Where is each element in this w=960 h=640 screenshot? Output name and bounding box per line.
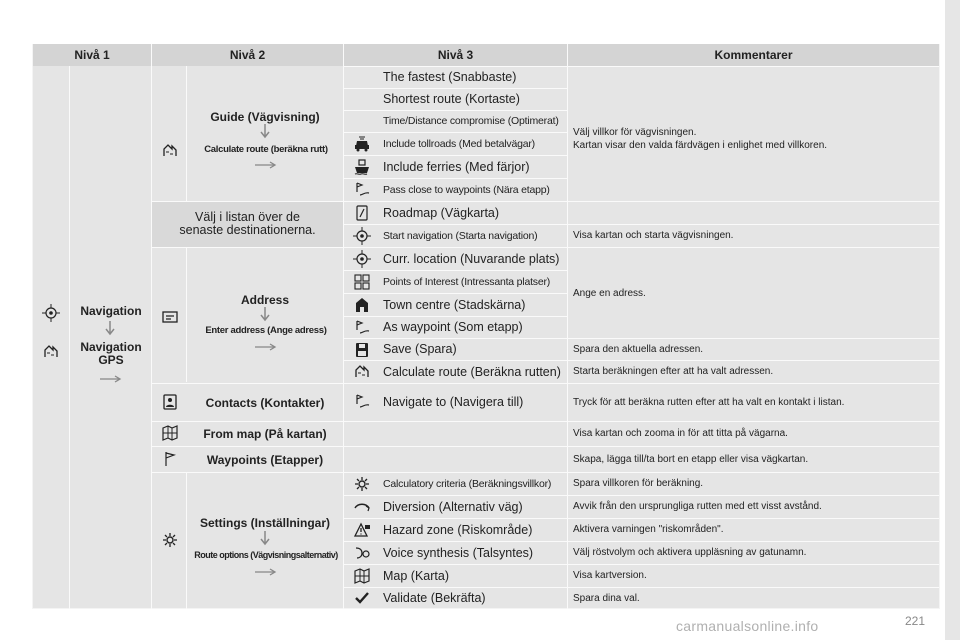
guide-submenu[interactable]: Calculate route (beräkna rutt): [204, 144, 328, 155]
map-icon[interactable]: [160, 423, 180, 443]
option-as-waypoint[interactable]: As waypoint (Som etapp): [383, 320, 523, 334]
guide-comment-line1: Välj villkor för vägvisningen.: [573, 127, 697, 138]
hazard-comment: Aktivera varningen "riskområden".: [573, 524, 724, 535]
address-comment: Ange en adress.: [573, 287, 646, 299]
level1-subtitle-line1: Navigation: [80, 340, 142, 354]
waypoint-icon: [352, 318, 372, 338]
settings-title[interactable]: Settings (Inställningar): [199, 516, 330, 530]
phone-icon[interactable]: [160, 392, 180, 412]
hazard-icon: [352, 520, 372, 540]
save-icon: [352, 340, 372, 360]
calc-comment: Starta beräkningen efter att ha valt adressen.: [573, 366, 774, 377]
target-icon: [352, 249, 372, 269]
header-comments: Kommentarer: [568, 44, 939, 66]
grid-line: [186, 247, 187, 382]
option-near-waypoints[interactable]: Pass close to waypoints (Nära etapp): [383, 183, 550, 196]
settings-icon[interactable]: [160, 530, 180, 550]
flag-icon[interactable]: [160, 449, 180, 469]
frommap-comment: Visa kartan och zooma in för att titta på vägarna.: [573, 428, 788, 439]
right-arrow-icon: [255, 343, 277, 351]
guide-comment: [573, 126, 827, 166]
address-submenu[interactable]: Enter address (Ange adress): [205, 325, 327, 336]
start-comment: Visa kartan och starta vägvisningen.: [573, 230, 734, 241]
option-fastest[interactable]: The fastest (Snabbaste): [383, 70, 517, 84]
option-roadmap[interactable]: Roadmap (Vägkarta): [383, 205, 500, 220]
option-calculate-route[interactable]: Calculate route (Beräkna rutten): [383, 364, 561, 379]
header-level1: Nivå 1: [33, 44, 151, 66]
target-icon: [352, 226, 372, 246]
grid-line: [343, 44, 344, 609]
page-number: 221: [905, 614, 926, 628]
route-icon[interactable]: [41, 342, 61, 362]
option-hazard-zone[interactable]: Hazard zone (Riskområde): [383, 522, 533, 537]
level1-subtitle-line2: GPS: [98, 353, 124, 367]
option-navigate-to[interactable]: Navigate to (Navigera till): [383, 395, 524, 409]
town-icon: [352, 295, 372, 315]
level1-subtitle: [72, 341, 150, 367]
option-shortest[interactable]: Shortest route (Kortaste): [383, 92, 520, 106]
target-icon[interactable]: [41, 303, 61, 323]
contacts-comment: Tryck för att beräkna rutten efter att ha valt en kontakt i listan.: [573, 396, 845, 408]
grid-line: [186, 66, 187, 201]
grid-line: [151, 421, 939, 422]
header-level2: Nivå 2: [152, 44, 343, 66]
contacts-title[interactable]: Contacts (Kontakter): [205, 396, 325, 410]
level1-title: Navigation: [80, 304, 142, 318]
option-diversion[interactable]: Diversion (Alternativ väg): [383, 499, 523, 514]
poi-icon: [352, 272, 372, 292]
right-arrow-icon: [255, 568, 277, 576]
down-arrow-icon: [260, 531, 270, 547]
check-icon: [352, 588, 372, 608]
option-current-location[interactable]: Curr. location (Nuvarande plats): [383, 251, 560, 266]
settings-icon: [352, 474, 372, 494]
voice-comment: Välj röstvolym och aktivera uppläsning av gatunamn.: [573, 547, 807, 558]
header-level3: Nivå 3: [344, 44, 567, 66]
route-icon: [352, 362, 372, 382]
page-edge-strip: [945, 0, 960, 640]
save-comment: Spara den aktuella adressen.: [573, 343, 704, 355]
grid-line: [69, 66, 70, 609]
waypoint-icon: [352, 392, 372, 412]
map-comment: Visa kartversion.: [573, 570, 647, 581]
grid-line: [186, 472, 187, 609]
down-arrow-icon: [260, 307, 270, 323]
option-compromise[interactable]: Time/Distance compromise (Optimerat): [383, 115, 559, 127]
voice-icon: [352, 543, 372, 563]
down-arrow-icon: [260, 124, 270, 140]
car-icon: [352, 134, 372, 154]
option-start-navigation[interactable]: Start navigation (Starta navigation): [383, 229, 538, 242]
option-voice-synthesis[interactable]: Voice synthesis (Talsyntes): [383, 545, 534, 560]
option-poi[interactable]: Points of Interest (Intressanta platser): [383, 275, 551, 288]
address-title[interactable]: Address: [240, 293, 290, 307]
option-map[interactable]: Map (Karta): [383, 568, 449, 583]
waypoints-title[interactable]: Waypoints (Etapper): [206, 453, 324, 467]
recent-title-line1: Välj i listan över de: [195, 210, 300, 224]
criteria-comment: Spara villkoren för beräkning.: [573, 478, 704, 489]
right-arrow-icon: [255, 161, 277, 169]
frommap-title[interactable]: From map (På kartan): [203, 427, 327, 441]
ferry-icon: [352, 157, 372, 177]
contact-card-icon[interactable]: [160, 307, 180, 327]
recent-destinations[interactable]: [152, 202, 343, 247]
guide-comment-line2: Kartan visar den valda färdvägen i enlighet med villkoren.: [573, 140, 828, 151]
option-town-centre[interactable]: Town centre (Stadskärna): [383, 297, 526, 312]
recent-title-line2: senaste destinationerna.: [179, 223, 316, 237]
grid-line: [151, 446, 939, 447]
watermark: carmanualsonline.info: [676, 618, 819, 634]
map-icon: [352, 566, 372, 586]
guide-title[interactable]: Guide (Vägvisning): [210, 110, 320, 124]
diversion-icon: [352, 497, 372, 517]
diversion-comment: Avvik från den ursprungliga rutten med ett visst avstånd.: [573, 501, 822, 512]
option-tollroads[interactable]: Include tollroads (Med betalvägar): [383, 137, 535, 150]
roadmap-icon: [352, 203, 372, 223]
option-ferries[interactable]: Include ferries (Med färjor): [383, 159, 530, 174]
validate-comment: Spara dina val.: [573, 592, 640, 604]
waypoint-icon: [352, 180, 372, 200]
grid-line: [567, 44, 568, 609]
option-calculatory-criteria[interactable]: Calculatory criteria (Beräkningsvillkor): [383, 477, 552, 490]
option-validate[interactable]: Validate (Bekräfta): [383, 591, 486, 605]
waypoints-comment: Skapa, lägga till/ta bort en etapp eller visa vägkartan.: [573, 453, 809, 465]
down-arrow-icon: [105, 321, 115, 337]
option-save[interactable]: Save (Spara): [383, 342, 457, 356]
right-arrow-icon: [100, 375, 122, 383]
route-icon[interactable]: [160, 141, 180, 161]
grid-line: [151, 44, 152, 609]
settings-submenu[interactable]: Route options (Vägvisningsalternativ): [194, 550, 338, 560]
